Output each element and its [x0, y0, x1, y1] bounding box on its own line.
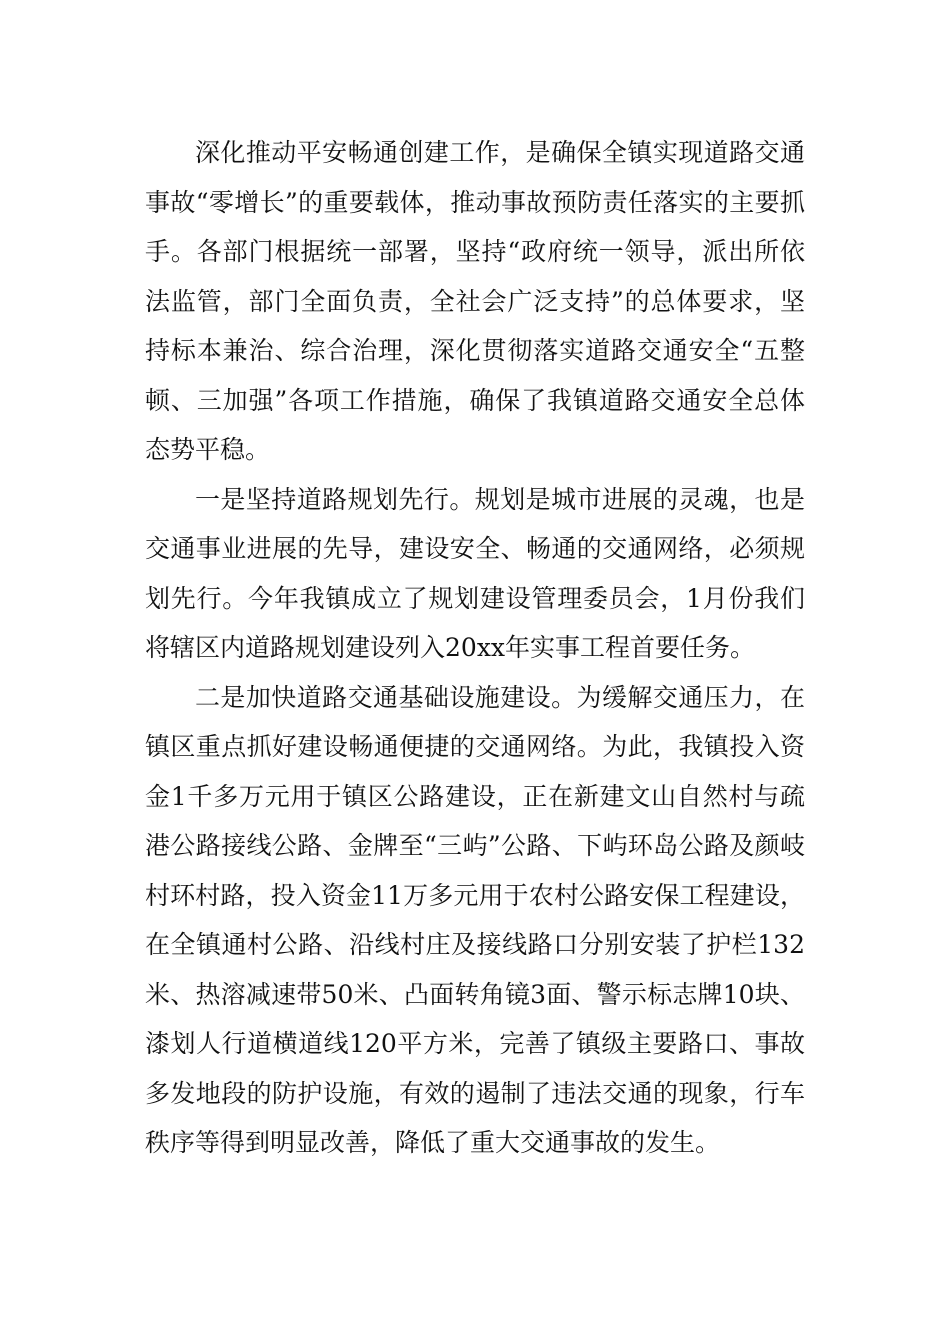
- paragraph-intro: 深化推动平安畅通创建工作，是确保全镇实现道路交通事故“零增长”的重要载体，推动事故预防责任落实的主要抓手。各部门根据统一部署，坚持“政府统一领导，派出所依法监管，部门全面负责，全社会广泛支持”的总体要求，坚持标本兼治、综合治理，深化贯彻落实道路交通安全“五整顿、三加强”各项工作措施，确保了我镇道路交通安全总体态势平稳。: [145, 138, 805, 464]
- paragraph-road-planning: 一是坚持道路规划先行。规划是城市进展的灵魂，也是交通事业进展的先导，建设安全、畅通的交通网络，必须规划先行。今年我镇成立了规划建设管理委员会，1月份我们将辖区内道路规划建设列入20xx年实事工程首要任务。: [145, 484, 805, 662]
- paragraph-infrastructure: 二是加快道路交通基础设施建设。为缓解交通压力，在镇区重点抓好建设畅通便捷的交通网络。为此，我镇投入资金1千多万元用于镇区公路建设，正在新建文山自然村与疏港公路接线公路、金牌至“三屿”公路、下屿环岛公路及颜岐村环村路，投入资金11万多元用于农村公路安保工程建设，在全镇通村公路、沿线村庄及接线路口分别安装了护栏132米、热溶减速带50米、凸面转角镜3面、警示标志牌10块、漆划人行道横道线120平方米，完善了镇级主要路口、事故多发地段的防护设施，有效的遏制了违法交通的现象，行车秩序等得到明显改善，降低了重大交通事故的发生。: [145, 682, 805, 1157]
- document-body: [145, 128, 805, 1168]
